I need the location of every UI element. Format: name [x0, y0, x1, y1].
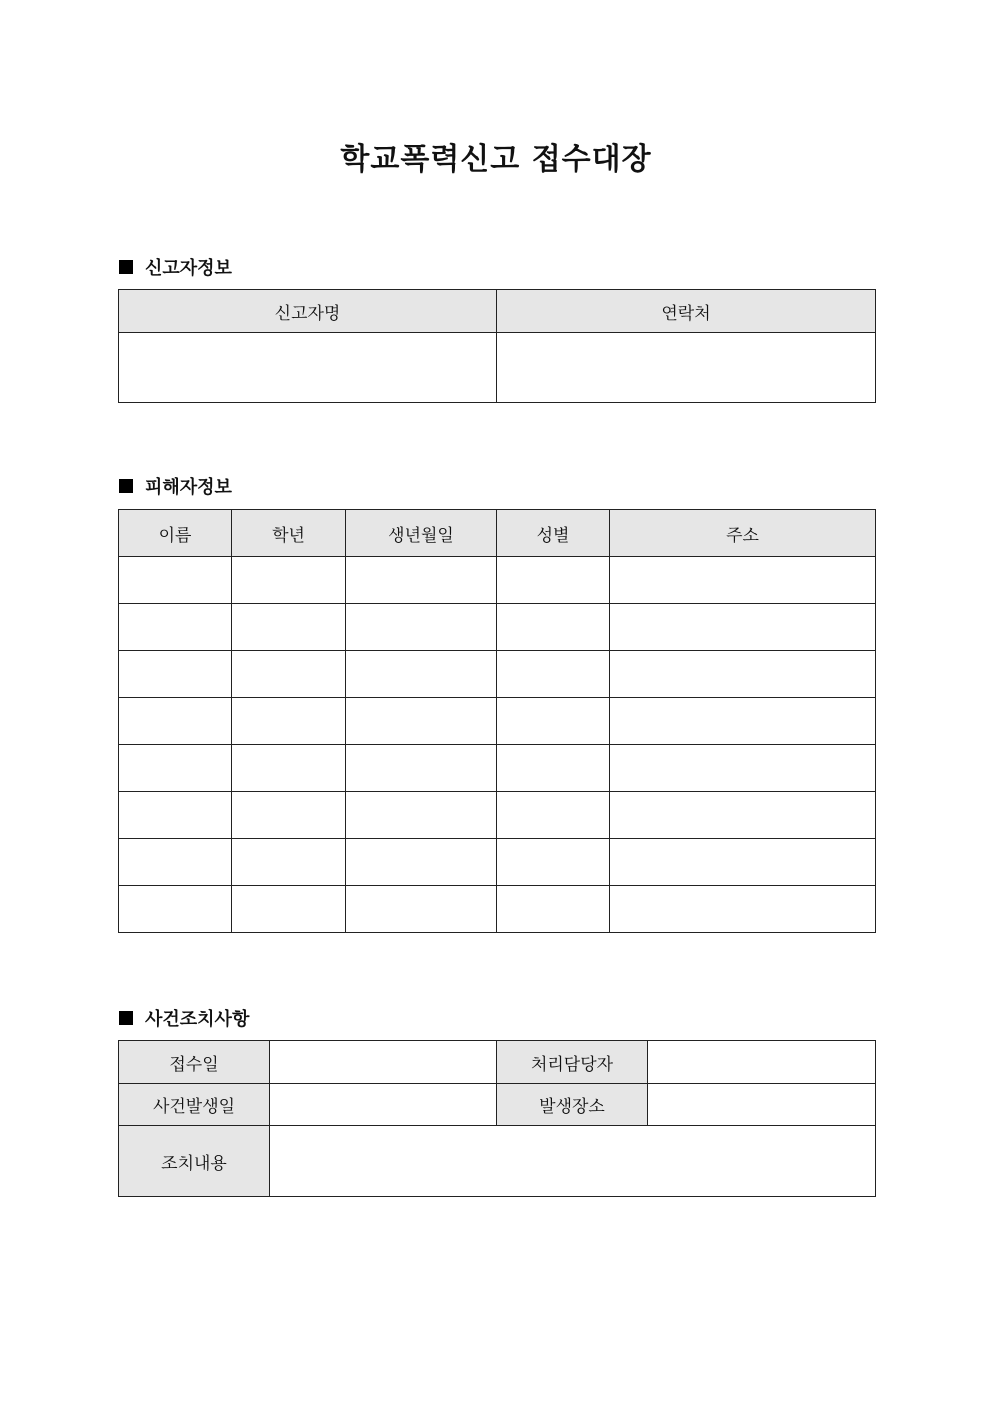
victim-name-cell[interactable] [119, 745, 232, 792]
table-row [119, 792, 876, 839]
received-date-cell[interactable] [270, 1041, 497, 1084]
incident-table [118, 1040, 876, 1197]
victim-rows [119, 557, 876, 933]
square-bullet-icon [119, 479, 133, 493]
reporter-table [118, 289, 876, 403]
incident-date-label: 사건발생일 [119, 1084, 270, 1126]
incident-date-cell[interactable] [270, 1084, 497, 1126]
reporter-section-heading [119, 254, 232, 280]
victim-grade-cell[interactable] [232, 698, 346, 745]
victim-gender-cell[interactable] [497, 792, 610, 839]
location-cell[interactable] [648, 1084, 876, 1126]
reporter-contact-header: 연락처 [497, 290, 876, 333]
victim-birthdate-cell[interactable] [346, 839, 497, 886]
victim-grade-cell[interactable] [232, 839, 346, 886]
victim-gender-cell[interactable] [497, 651, 610, 698]
victim-grade-cell[interactable] [232, 557, 346, 604]
incident-heading-label: 사건조치사항 [145, 1009, 250, 1030]
victim-gender-cell[interactable] [497, 698, 610, 745]
victim-grade-cell[interactable] [232, 604, 346, 651]
reporter-heading-label: 신고자정보 [145, 258, 232, 279]
page-title: 학교폭력신고 접수대장 [340, 142, 652, 177]
victim-gender-cell[interactable] [497, 886, 610, 933]
victim-address-cell[interactable] [610, 604, 876, 651]
victim-birthdate-cell[interactable] [346, 557, 497, 604]
victim-section-heading [119, 473, 232, 499]
received-date-label: 접수일 [119, 1041, 270, 1084]
victim-name-cell[interactable] [119, 792, 232, 839]
victim-birthdate-cell[interactable] [346, 604, 497, 651]
victim-birthdate-cell[interactable] [346, 792, 497, 839]
victim-address-cell[interactable] [610, 745, 876, 792]
action-label: 조치내용 [119, 1126, 270, 1197]
table-row [119, 698, 876, 745]
reporter-name-cell[interactable] [119, 333, 497, 403]
reporter-contact-cell[interactable] [497, 333, 876, 403]
table-row [119, 886, 876, 933]
victim-address-cell[interactable] [610, 651, 876, 698]
table-row [119, 604, 876, 651]
table-row [119, 839, 876, 886]
victim-address-cell[interactable] [610, 698, 876, 745]
location-label: 발생장소 [497, 1084, 648, 1126]
victim-grade-cell[interactable] [232, 651, 346, 698]
victim-address-cell[interactable] [610, 839, 876, 886]
victim-address-cell[interactable] [610, 792, 876, 839]
victim-grade-cell[interactable] [232, 792, 346, 839]
victim-name-header: 이름 [119, 510, 232, 557]
victim-grade-header: 학년 [232, 510, 346, 557]
victim-birthdate-cell[interactable] [346, 886, 497, 933]
victim-gender-cell[interactable] [497, 839, 610, 886]
victim-address-cell[interactable] [610, 557, 876, 604]
victim-gender-cell[interactable] [497, 557, 610, 604]
table-row [119, 557, 876, 604]
victim-birthdate-cell[interactable] [346, 698, 497, 745]
victim-name-cell[interactable] [119, 698, 232, 745]
victim-birthdate-cell[interactable] [346, 745, 497, 792]
victim-birthdate-header: 생년월일 [346, 510, 497, 557]
victim-table [118, 509, 876, 933]
victim-gender-header: 성별 [497, 510, 610, 557]
reporter-name-header: 신고자명 [119, 290, 497, 333]
victim-name-cell[interactable] [119, 557, 232, 604]
incident-section-heading [119, 1005, 249, 1031]
victim-name-cell[interactable] [119, 886, 232, 933]
handler-cell[interactable] [648, 1041, 876, 1084]
table-row [119, 745, 876, 792]
victim-address-header: 주소 [610, 510, 876, 557]
victim-grade-cell[interactable] [232, 745, 346, 792]
victim-gender-cell[interactable] [497, 745, 610, 792]
victim-address-cell[interactable] [610, 886, 876, 933]
handler-label: 처리담당자 [497, 1041, 648, 1084]
victim-birthdate-cell[interactable] [346, 651, 497, 698]
square-bullet-icon [119, 1011, 133, 1025]
victim-name-cell[interactable] [119, 604, 232, 651]
action-cell[interactable] [270, 1126, 876, 1197]
victim-heading-label: 피해자정보 [145, 477, 232, 498]
square-bullet-icon [119, 260, 133, 274]
victim-name-cell[interactable] [119, 651, 232, 698]
table-row [119, 651, 876, 698]
victim-grade-cell[interactable] [232, 886, 346, 933]
victim-name-cell[interactable] [119, 839, 232, 886]
victim-gender-cell[interactable] [497, 604, 610, 651]
